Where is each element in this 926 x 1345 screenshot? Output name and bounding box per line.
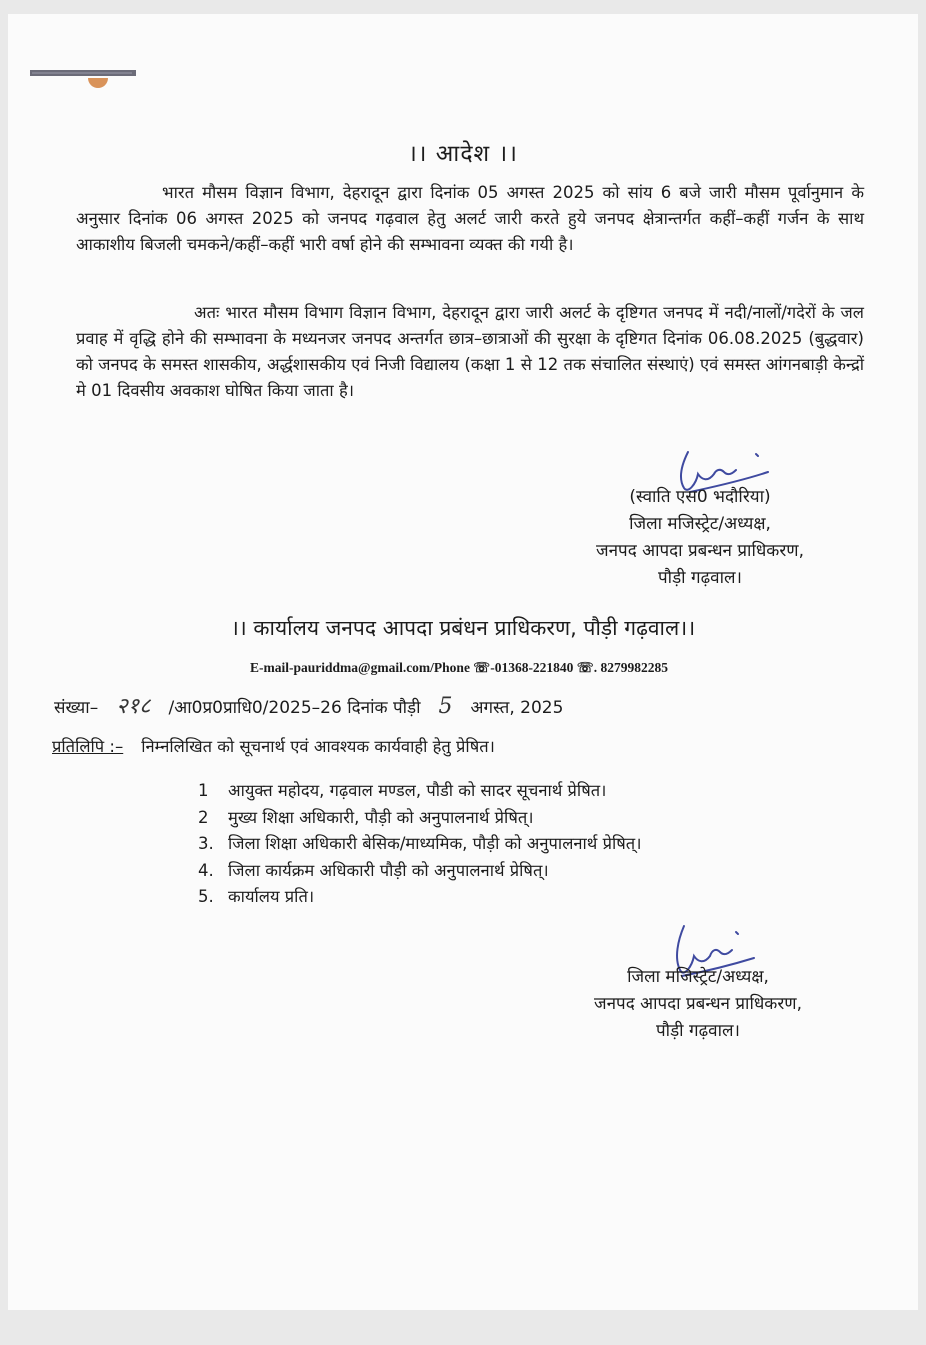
list-item: 1 आयुक्त महोदय, गढ़वाल मण्डल, पौडी को सादर सूचनार्थ प्रेषित।: [198, 781, 607, 800]
office-heading: ।। कार्यालय जनपद आपदा प्रबंधन प्राधिकरण, पौड़ी गढ़वाल।।: [230, 616, 696, 640]
order-paragraph-2: अतः भारत मौसम विभाग विज्ञान विभाग, देहरादून द्वारा जारी अलर्ट के दृष्टिगत जनपद में नदी/नालों/गदेरों के जल प्रवाह में वृद्धि होने की सम्भावना के मध्यनजर जनपद अन्तर्गत छात्र–छात्राओं की सुरक्षा के दृष्टिगत दिनांक 06.08.2025 (बुद्धवार) को जनपद के समस्त शासकीय, अर्द्धशासकीय एवं निजी विद्यालय (कक्षा 1 से 12 तक संचालित संस्थाएं) एवं समस्त आंगनबाड़ी केन्द्रों मे 01 दिवसीय अवकाश घोषित किया जाता है।: [76, 303, 864, 400]
list-item: 4. जिला कार्यक्रम अधिकारी पौड़ी को अनुपालनार्थ प्रेषित्।: [198, 860, 549, 880]
signatory-designation: जिला मजिस्ट्रेट/अध्यक्ष,: [627, 967, 769, 987]
copy-text: निम्नलिखित को सूचनार्थ एवं आवश्यक कार्यवाही हेतु प्रेषित।: [141, 737, 495, 756]
signatory-block-2: [548, 964, 848, 1045]
signatory-name: (स्वाति एस0 भदौरिया): [629, 487, 771, 507]
signatory-place: पौड़ी गढ़वाल।: [658, 568, 742, 588]
order-paragraph-1: भारत मौसम विज्ञान विभाग, देहरादून द्वारा दिनांक 05 अगस्त 2025 को सांय 6 बजे जारी मौसम पूर्वानुमान के अनुसार दिनांक 06 अगस्त 2025 को जनपद गढ़वाल हेतु अलर्ट जारी करते हुये जनपद क्षेत्रान्तर्गत कहीं–कहीं गर्जन के साथ आकाशीय बिजली चमकने/कहीं–कहीं भारी वर्षा होने की सम्भावना व्यक्त की गयी है।: [76, 183, 864, 254]
signatory-authority: जनपद आपदा प्रबन्धन प्राधिकरण,: [595, 541, 805, 561]
reference-code: /आ0प्र0प्राधि0/2025–26 दिनांक पौड़ी: [168, 698, 421, 718]
seal-mark: [28, 66, 138, 96]
list-item: 3. जिला शिक्षा अधिकारी बेसिक/माध्यमिक, पौड़ी को अनुपालनार्थ प्रेषित्।: [198, 834, 642, 853]
signatory-place: पौड़ी गढ़वाल।: [656, 1021, 740, 1041]
reference-line: [54, 690, 834, 725]
signatory-authority: जनपद आपदा प्रबन्धन प्राधिकरण,: [593, 994, 803, 1014]
copy-to-line: [52, 734, 495, 757]
reference-month-year: अगस्त, 2025: [470, 698, 564, 718]
reference-day: 5: [438, 694, 453, 719]
copy-label: प्रतिलिपि :–: [52, 737, 124, 756]
list-item: 2 मुख्य शिक्षा अधिकारी, पौड़ी को अनुपालनार्थ प्रेषित्।: [198, 807, 534, 827]
document-page: [8, 14, 918, 1310]
reference-label: संख्या–: [54, 698, 99, 718]
order-title: ।। आदेश ।।: [408, 141, 518, 167]
copy-recipients-list: [198, 778, 641, 911]
reference-number: २१८: [116, 694, 151, 719]
signatory-designation: जिला मजिस्ट्रेट/अध्यक्ष,: [629, 514, 771, 534]
list-item: 5. कार्यालय प्रति।: [198, 887, 315, 906]
signatory-block-1: [550, 484, 850, 592]
contact-line: E-mail-pauriddma@gmail.com/Phone ☏-01368-221840 ☏. 8279982285: [250, 660, 668, 675]
